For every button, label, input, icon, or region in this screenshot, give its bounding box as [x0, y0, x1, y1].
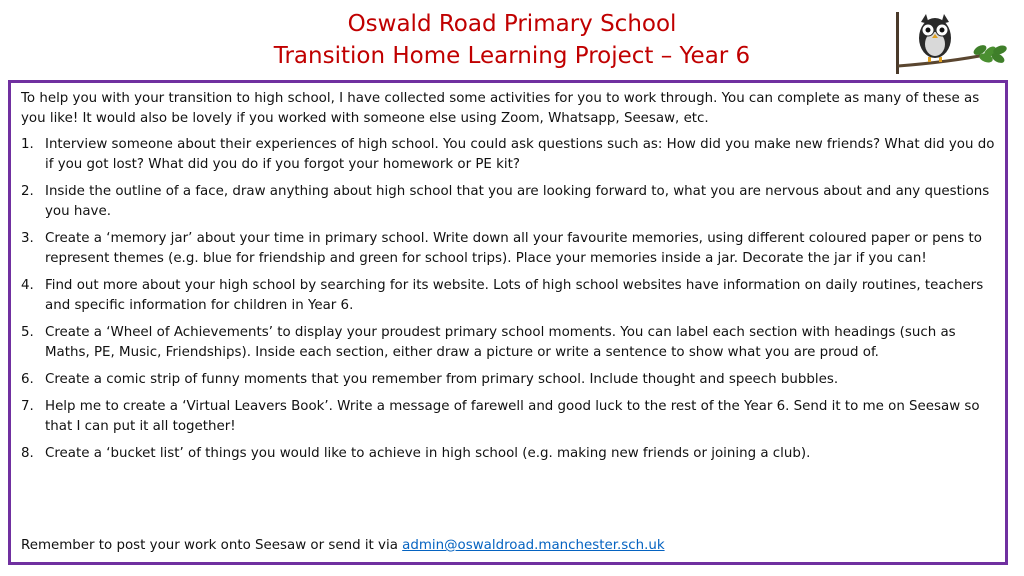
- task-number: 2.: [21, 184, 34, 199]
- list-item: [21, 135, 997, 175]
- page-title: [0, 8, 1024, 72]
- task-text: Interview someone about their experiences of high school. You could ask questions such as: How did you make new friends? What did you do if you got lost? What did you do if you forgot your homework or PE kit?: [45, 137, 995, 172]
- task-number: 8.: [21, 446, 34, 461]
- title-school-name: Oswald Road Primary School: [347, 11, 677, 37]
- list-item: [21, 323, 997, 363]
- title-project-name: Transition Home Learning Project – Year 6: [273, 43, 751, 69]
- list-item: [21, 182, 997, 222]
- task-text: Help me to create a ‘Virtual Leavers Book’. Write a message of farewell and good luck to the rest of the Year 6. Send it to me on Seesaw so that I can put it all together!: [45, 399, 980, 434]
- list-item: [21, 370, 997, 390]
- task-text: Create a comic strip of funny moments that you remember from primary school. Include thought and speech bubbles.: [45, 372, 839, 387]
- task-number: 5.: [21, 325, 34, 340]
- task-number: 6.: [21, 372, 34, 387]
- task-number: 3.: [21, 231, 34, 246]
- task-text: Create a ‘Wheel of Achievements’ to display your proudest primary school moments. You can label each section with headings (such as Maths, PE, Music, Friendships). Inside each section, either draw a picture or write a sentence to show what you are proud of.: [45, 325, 956, 360]
- task-text: Create a ‘bucket list’ of things you would like to achieve in high school (e.g. making new friends or joining a club).: [45, 446, 811, 461]
- footer-text: Remember to post your work onto Seesaw or send it via: [21, 538, 403, 553]
- task-list: [21, 135, 997, 464]
- list-item: [21, 444, 997, 464]
- footer-note: [21, 536, 665, 556]
- intro-text: To help you with your transition to high school, I have collected some activities for you to work through. You can complete as many of these as you like! It would also be lovely if you worked with someone else using Zoom, Whatsapp, Seesaw, etc.: [21, 91, 980, 126]
- task-number: 7.: [21, 399, 34, 414]
- task-number: 1.: [21, 137, 34, 152]
- task-number: 4.: [21, 278, 34, 293]
- list-item: [21, 276, 997, 316]
- task-text: Find out more about your high school by searching for its website. Lots of high school websites have information on daily routines, teachers and specific information for children in Year 6.: [45, 278, 984, 313]
- task-text: Create a ‘memory jar’ about your time in primary school. Write down all your favourite memories, using different coloured paper or pens to represent themes (e.g. blue for friendship and green for school trips). Place your memories inside a jar. Decorate the jar if you can!: [45, 231, 982, 266]
- owl-on-branch-icon: [890, 10, 1018, 78]
- list-item: [21, 397, 997, 437]
- activities-box: [8, 80, 1008, 565]
- list-item: [21, 229, 997, 269]
- email-link[interactable]: admin@oswaldroad.manchester.sch.uk: [402, 538, 665, 553]
- task-text: Inside the outline of a face, draw anything about high school that you are looking forward to, what you are nervous about and any questions you have.: [45, 184, 990, 219]
